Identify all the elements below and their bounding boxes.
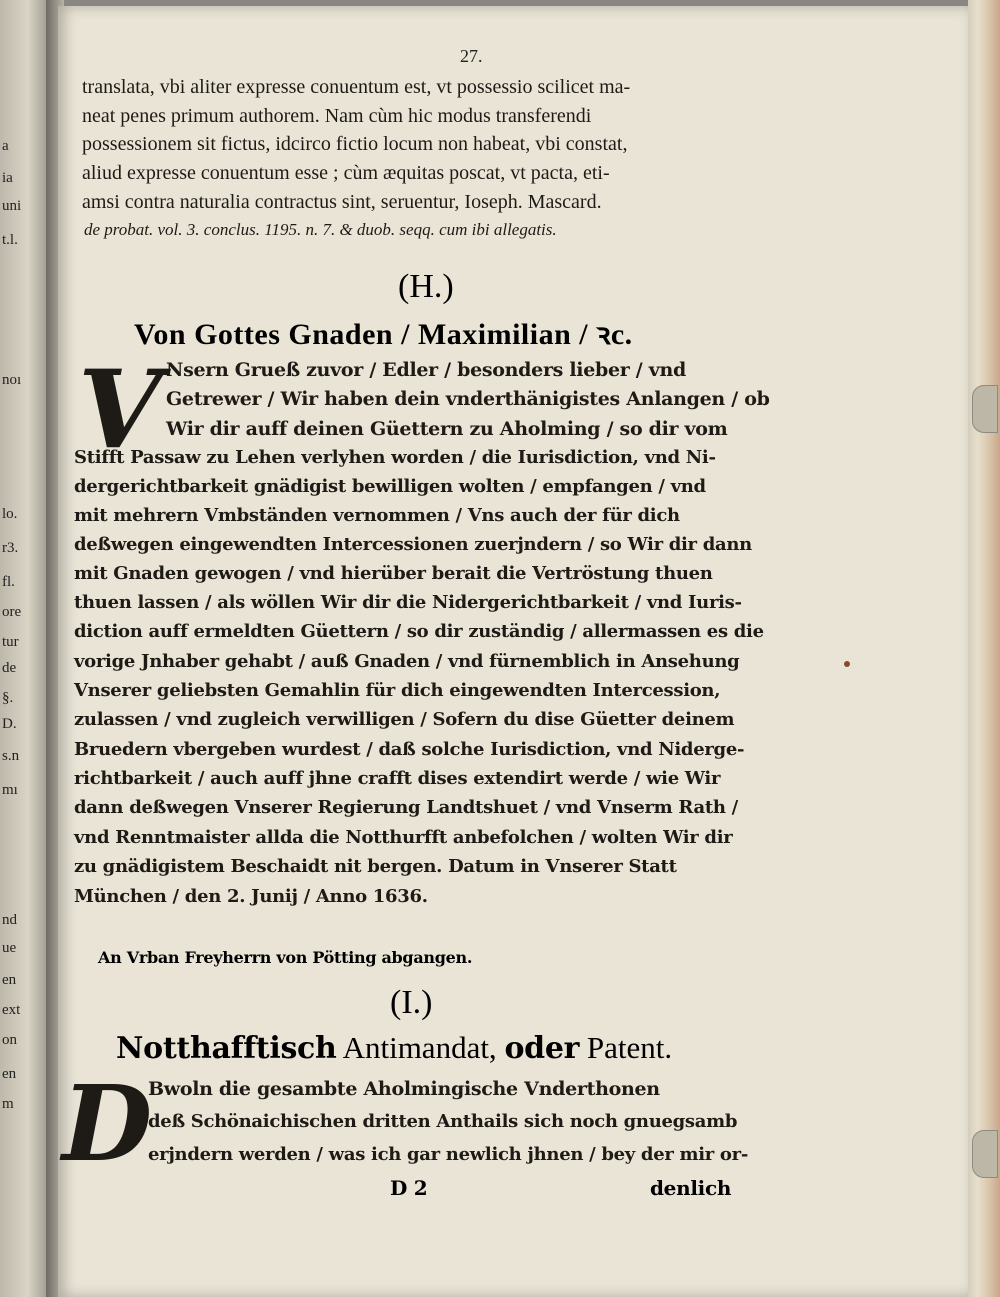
left-page-fragment: nd xyxy=(2,912,17,928)
section-i-title xyxy=(116,1030,672,1066)
left-facing-page xyxy=(0,0,46,1297)
section-h-dropcap: V xyxy=(78,347,162,473)
latin-line: amsi contra naturalia contractus sint, seruentur, Ioseph. Mascard. xyxy=(82,191,602,213)
latin-line: aliud expresse conuentum esse ; cùm æquitas poscat, vt pacta, eti- xyxy=(82,162,610,184)
i-line: Bwoln die gesambte Aholmingische Vnderthonen xyxy=(148,1078,660,1100)
h-line: dergerichtbarkeit gnädigist bewilligen wolten / empfangen / vnd xyxy=(74,476,706,497)
left-page-fragment: uni xyxy=(2,198,22,214)
section-i-title-word1: Notthafftisch xyxy=(116,1031,337,1066)
left-page-fragment: ia xyxy=(2,170,13,186)
left-page-fragment: ue xyxy=(2,940,17,956)
left-page-fragment: t.l. xyxy=(2,232,18,248)
left-page-fragment: m xyxy=(2,1096,14,1112)
page-tab-upper xyxy=(972,385,998,433)
catchword: denlich xyxy=(650,1176,732,1200)
section-i-title-word2: Antimandat, xyxy=(342,1030,497,1065)
left-page-fragment: on xyxy=(2,1032,17,1048)
section-i-dropcap: D xyxy=(62,1062,153,1185)
h-line: zu gnädigistem Beschaidt nit bergen. Datum in Vnserer Statt xyxy=(74,856,677,877)
left-page-fragment: en xyxy=(2,972,17,988)
book-page xyxy=(58,6,968,1297)
h-line: dann deßwegen Vnserer Regierung Landtshuet / vnd Vnserm Rath / xyxy=(74,797,738,818)
h-line: richtbarkeit / auch auff jhne crafft dises extendirt werde / wie Wir xyxy=(74,768,721,789)
page-number: 27. xyxy=(460,46,483,66)
section-i-title-word3: oder xyxy=(504,1031,580,1066)
i-line: erjndern werden / was ich gar newlich jhnen / bey der mir or- xyxy=(148,1144,748,1165)
section-h-marker: (H.) xyxy=(398,268,454,305)
left-page-fragment: en xyxy=(2,1066,17,1082)
page-tab-lower xyxy=(972,1130,998,1178)
section-i-marker: (I.) xyxy=(390,984,433,1021)
h-line: vnd Renntmaister allda die Notthurfft anbefolchen / wolten Wir dir xyxy=(74,827,733,848)
left-page-fragment: ext xyxy=(2,1002,21,1018)
h-line: Wir dir auff deinen Güettern zu Aholming / so dir vom xyxy=(166,418,728,440)
latin-line: translata, vbi aliter expresse conuentum est, vt possessio scilicet ma- xyxy=(82,76,631,98)
i-line: deß Schönaichischen dritten Anthails sich noch gnuegsamb xyxy=(148,1111,738,1132)
h-line: thuen lassen / als wöllen Wir dir die Nidergerichtbarkeit / vnd Iuris- xyxy=(74,592,742,613)
left-page-fragment: fl. xyxy=(2,574,15,590)
h-line: mit Gnaden gewogen / vnd hierüber berait die Vertröstung thuen xyxy=(74,563,713,584)
left-page-fragment: r3. xyxy=(2,540,19,556)
h-line: Stifft Passaw zu Lehen verlyhen worden / die Iurisdiction, vnd Ni- xyxy=(74,447,716,468)
signature-mark: D 2 xyxy=(390,1176,428,1200)
left-page-fragment: tur xyxy=(2,634,19,650)
left-page-fragment: s.n xyxy=(2,748,20,764)
left-page-fragment: D. xyxy=(2,716,17,732)
h-line: zulassen / vnd zugleich verwilligen / Sofern du dise Güetter deinem xyxy=(74,709,735,730)
page-edge xyxy=(968,0,1000,1297)
left-page-fragment: mı xyxy=(2,782,18,798)
left-page-fragment: lo. xyxy=(2,506,18,522)
h-line: Getrewer / Wir haben dein vnderthänigistes Anlangen / ob xyxy=(166,388,770,410)
left-page-fragment: ore xyxy=(2,604,22,620)
latin-line: possessionem sit fictus, idcirco fictio locum non habeat, vbi constat, xyxy=(82,133,628,155)
latin-line: neat penes primum authorem. Nam cùm hic modus transferendi xyxy=(82,105,592,127)
h-line: vorige Jnhaber gehabt / auß Gnaden / vnd fürnemblich in Ansehung xyxy=(74,651,740,672)
section-h-title: Von Gottes Gnaden / Maximilian / ꝛc. xyxy=(134,318,633,351)
section-i-title-word4: Patent. xyxy=(586,1030,673,1065)
h-line: diction auff ermeldten Güettern / so dir zuständig / allermassen es die xyxy=(74,621,764,642)
left-page-fragment: noı xyxy=(2,372,22,388)
h-line: mit mehrern Vmbständen vernommen / Vns auch der für dich xyxy=(74,505,680,526)
latin-line: de probat. vol. 3. conclus. 1195. n. 7. & duob. seqq. cum ibi allegatis. xyxy=(84,220,557,239)
ink-stain xyxy=(844,661,850,667)
h-line: Nsern Grueß zuvor / Edler / besonders lieber / vnd xyxy=(166,359,686,381)
h-line: deßwegen eingewendten Intercessionen zuerjndern / so Wir dir dann xyxy=(74,534,752,555)
h-line: München / den 2. Junij / Anno 1636. xyxy=(74,886,428,907)
h-line: Vnserer geliebsten Gemahlin für dich eingewendten Intercession, xyxy=(74,680,721,701)
left-page-fragment: de xyxy=(2,660,17,676)
h-line: Bruedern vbergeben wurdest / daß solche Iurisdiction, vnd Niderge- xyxy=(74,739,745,760)
section-h-addressee: An Vrban Freyherrn von Pötting abgangen. xyxy=(98,948,473,967)
left-page-fragment: a xyxy=(2,138,9,154)
left-page-fragment: §. xyxy=(2,690,14,706)
